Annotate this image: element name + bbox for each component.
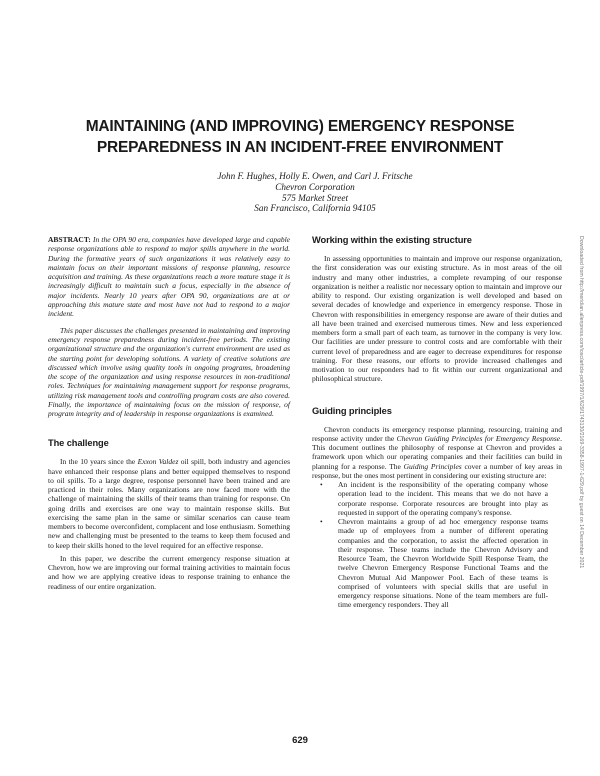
bullet-item	[312, 517, 562, 610]
bullet-symbol: •	[320, 480, 323, 489]
paper-title	[40, 116, 560, 158]
affiliation: Chevron Corporation	[275, 181, 355, 192]
guiding-text-c: cover a number of key areas in response, but the ones most pertinent in considering our existing structure are:	[312, 461, 562, 480]
download-watermark: Downloaded from http://meridian.allenpress.com/iosc/article-pdf/1997/1/629/1743130/2169-3358-1997-1-629.pdf by guest on 14 December 2021	[578, 236, 584, 569]
abstract-paragraph-1	[48, 235, 290, 318]
bullet-text-1: An incident is the responsibility of the operating company whose operation lead to the incident. This means that we do not have a corporate response. Corporate resources are brought into play as requested in support of the operating company's response.	[338, 480, 548, 517]
author-block	[190, 171, 440, 214]
guiding-text-b: . This document outlines the philosophy of response at Chevron and provides a framework upon which our operating companies and their facilities can build in planning for a response. The	[312, 433, 562, 471]
guiding-text-em-1: Chevron Guiding Principles for Emergency Response	[396, 433, 561, 443]
challenge-text-a: In the 10 years since the	[60, 457, 138, 467]
section-heading-working: Working within the existing structure	[312, 235, 472, 245]
abstract-paragraph-2: This paper discusses the challenges presented in maintaining and improving emergency response preparedness during incident-free periods. The existing organizational structure and the organization's current environment are used as the starting point for developing solutions. A variety of creative solutions are discussed which involve using quality tools in ongoing programs, broadening the scope of the organization and using response resources in non-traditional roles. Techniques for maintaining management support for response programs, utilizing risk management tools and controlling program costs are also covered. Finally, the importance of maintaining focus on the mission of response, of program integrity and of leadership in response organizations is examined.	[48, 325, 290, 418]
left-column	[48, 235, 290, 591]
bullet-text-2: Chevron maintains a group of ad hoc emergency response teams made up of employees from a number of different operating companies and the corporation, to assist the affected operation in their response. These teams include the Chevron Advisory and Resource Team, the Chevron Worldwide Spill Response Team, the twelve Chevron Emergency Response Functional Teams and the Chevron Mutual Aid Manpower Pool. Each of these teams is comprised of volunteers with special skills that are useful in emergency response situations. None of the team members are full-time emergency responders. They all	[338, 517, 548, 610]
page-number: 629	[292, 735, 308, 746]
guiding-text-a: Chevron conducts its emergency response planning, resourcing, training and response activity under the	[312, 424, 562, 443]
challenge-paragraph-1	[48, 457, 290, 550]
bullet-symbol: •	[320, 517, 323, 526]
section-heading-challenge: The challenge	[48, 438, 109, 449]
title-line-2: PREPAREDNESS IN AN INCIDENT-FREE ENVIRONMENT	[96, 139, 504, 156]
address-city: San Francisco, California 94105	[254, 203, 376, 214]
right-column	[312, 235, 562, 610]
challenge-text-em: Exxon Valdez	[137, 457, 179, 467]
title-line-1: MAINTAINING (AND IMPROVING) EMERGENCY RESPONSE	[85, 118, 515, 135]
abstract-label: ABSTRACT:	[48, 235, 91, 244]
address-street: 575 Market Street	[282, 192, 348, 203]
bullet-item	[312, 480, 562, 517]
guiding-paragraph-1	[312, 425, 562, 481]
authors: John F. Hughes, Holly E. Owen, and Carl J. Fritsche	[217, 171, 413, 181]
challenge-text-b: oil spill, both industry and agencies have enhanced their response plans and better equipped themselves to respond to oil spills. To a large degree, response personnel have been trained and are practiced in their roles. Many organizations are now faced more with the challenge of maintaining the skills of their teams than training for response. On going drills and exercises are one way to maintain response skills. But exercising the same plan in the same or similar scenarios can cause team members to become overconfident, complacent and lose enthusiasm. Something new and challenging must be presented to the teams to keep them focused and to keep their skills honed to the level required for an effective response.	[48, 457, 290, 550]
abstract-text-1: In the OPA 90 era, companies have developed large and capable response organizations able to respond to major spills anywhere in the world. During the formative years of such organizations it was relatively easy to maintain focus on their important missions of response planning, resource acquisition and training. As these organizations reach a more mature stage it is increasingly difficult to maintain such a focus, especially in the absence of major incidents. Nearly 10 years after OPA 90, organizations are at or approaching this mature state and most have not had to respond to a major incident.	[48, 235, 291, 318]
guiding-bullet-list	[312, 480, 562, 610]
section-heading-guiding: Guiding principles	[312, 405, 392, 416]
guiding-text-em-2: Guiding Principles	[403, 461, 462, 471]
working-paragraph-1: In assessing opportunities to maintain and improve our response organization, the first consideration was our existing structure. As in most areas of the oil industry and many other industries, a complete revamping of our response organization is neither a realistic nor necessary option to maintain and improve our ability to respond. Our existing organization is well developed and based on several decades of knowledge and experience in emergency response. Those in Chevron with responsibilities in emergency response are aware of their duties and all have been trained and exercised numerous times. New and less experienced members form a small part of each team, as turnover in the company is very low. Our facilities are under pressure to control costs and are comfortable with their current level of preparedness and are eager to decrease expenditures for response training. For these reasons, our efforts to provide increased challenges and motivation to our responders had to fit within our current organizational and philosophical structure.	[312, 254, 562, 384]
challenge-paragraph-2: In this paper, we describe the current emergency response situation at Chevron, how we are improving our formal training activities to maintain focus and how we are applying creative ideas to response training to enhance the readiness of our entire organization.	[48, 553, 290, 591]
